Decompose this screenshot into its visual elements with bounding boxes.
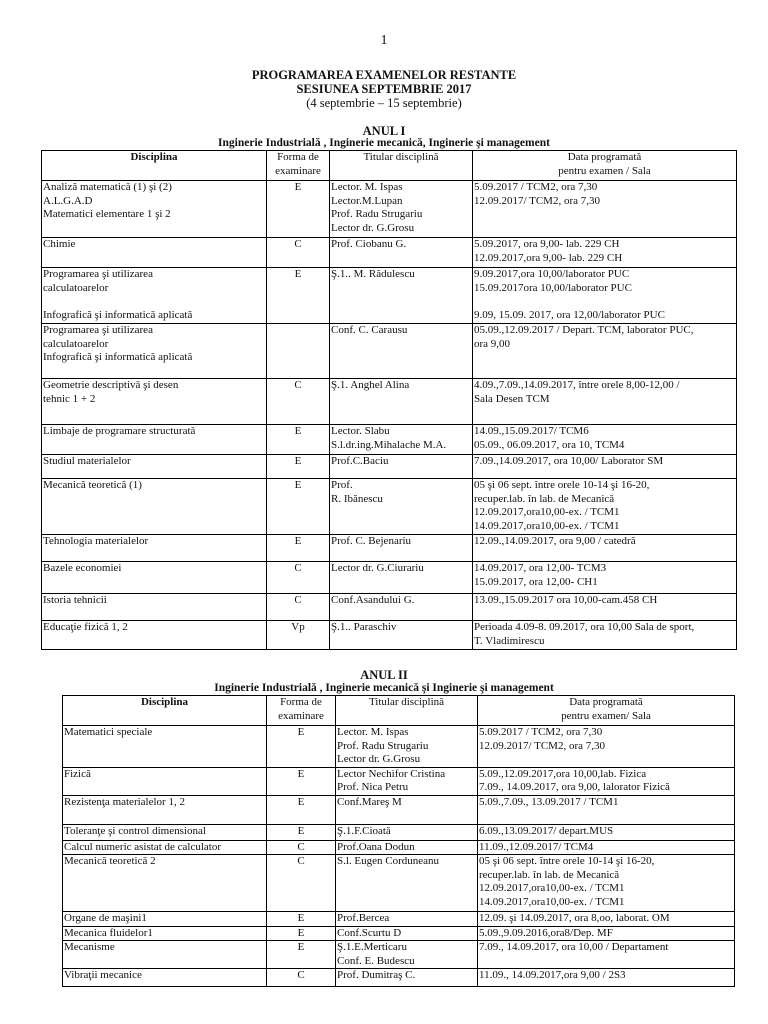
date-cell-line: 5.09.2017 / TCM2, ora 7,30 [474, 181, 598, 193]
discipline-cell [42, 562, 267, 594]
discipline-cell-line: Mecanică teoretică (1) [43, 479, 142, 491]
titular-cell [330, 621, 473, 650]
date-cell-line: 14.09.,15.09.2017/ TCM6 [474, 425, 589, 437]
titular-cell [330, 479, 473, 535]
discipline-cell [42, 594, 267, 621]
discipline-cell-line: Bazele economiei [43, 562, 122, 574]
table-row [42, 455, 737, 479]
col-titular-header: Titular disciplină [336, 696, 478, 726]
titular-cell [330, 379, 473, 425]
discipline-cell [42, 479, 267, 535]
discipline-cell [42, 238, 267, 268]
date-cell [478, 840, 735, 855]
form-cell: E [267, 795, 336, 824]
titular-cell-line: R. Ibănescu [331, 492, 383, 505]
titular-cell [336, 912, 478, 927]
discipline-cell [63, 941, 267, 969]
table-row [42, 181, 737, 238]
date-cell [478, 795, 735, 824]
discipline-cell-line: Toleranţe şi control dimensional [64, 824, 206, 837]
titular-cell-line: Prof.Oana Dodun [337, 840, 415, 853]
form-cell: E [267, 926, 336, 941]
form-cell [267, 324, 330, 379]
date-cell-line: 5.09.,9.09.2016,ora8/Dep. MF [479, 926, 613, 939]
date-cell [478, 912, 735, 927]
col-titular-header: Titular disciplină [330, 151, 473, 181]
discipline-cell [63, 840, 267, 855]
table-row [42, 479, 737, 535]
date-cell-line: 12.09.2017/ TCM2, ora 7,30 [479, 739, 605, 752]
date-cell-line: Sala Desen TCM [474, 392, 550, 405]
titular-cell [330, 425, 473, 455]
date-cell-line: Perioada 4.09-8. 09.2017, ora 10,00 Sala de sport, [474, 621, 695, 633]
date-cell-line: 7.09.,14.09.2017, ora 10,00/ Laborator SM [474, 455, 664, 467]
titular-cell-line: Prof. Nica Petru [337, 781, 409, 793]
discipline-cell [63, 795, 267, 824]
date-cell-line: 5.09.,12.09.2017,ora 10,00,lab. Fizica [479, 767, 647, 780]
titular-cell-line: Prof. Ciobanu G. [331, 238, 407, 250]
form-cell: Vp [267, 621, 330, 650]
date-cell [473, 238, 737, 268]
date-cell [473, 324, 737, 379]
col-discipline-header: Disciplina [42, 151, 267, 181]
date-cell-line: ora 9,00 [474, 337, 511, 350]
session-period: (4 septembrie – 15 septembrie) [306, 96, 462, 110]
titular-cell [330, 181, 473, 238]
form-cell: C [267, 840, 336, 855]
discipline-cell-line: Studiul materialelor [43, 455, 131, 467]
date-cell [473, 562, 737, 594]
titular-cell-line: Ş.1.. M. Rădulescu [331, 268, 415, 280]
date-cell-line: 12.09. şi 14.09.2017, ora 8,oo, laborat. OM [479, 912, 670, 924]
date-cell-line: 05.09.,12.09.2017 / Depart. TCM, laborator PUC, [474, 324, 694, 336]
date-cell-line: 12.09.2017,ora10,00-ex. / TCM1 [479, 882, 625, 894]
page-number: 1 [380, 33, 388, 48]
col-form-header: Forma de examinare [267, 696, 336, 726]
titular-cell-line: Conf. C. Carausu [331, 324, 408, 336]
date-cell-line: T. Vladimirescu [474, 634, 545, 647]
date-cell-line: recuper.lab. în lab. de Mecanică [474, 492, 615, 505]
titular-cell-line: Prof.Bercea [337, 912, 390, 924]
date-cell-line: 12.09.2017/ TCM2, ora 7,30 [474, 194, 600, 207]
titular-cell-line: Ş.1.E.Merticaru [337, 941, 407, 953]
form-cell: C [267, 594, 330, 621]
date-cell-line: 11.09.,12.09.2017/ TCM4 [479, 840, 594, 853]
titular-cell-line: S.l.dr.ing.Mihalache M.A. [331, 438, 447, 451]
date-cell [478, 767, 735, 795]
date-cell-line: 11.09., 14.09.2017,ora 9,00 / 2S3 [479, 969, 626, 981]
titular-cell-line: Lector dr. G.Ciurariu [331, 562, 424, 574]
discipline-cell-line: Chimie [43, 238, 76, 250]
table-row [63, 969, 735, 987]
session-title: SESIUNEA SEPTEMBRIE 2017 [296, 82, 472, 96]
titular-cell-line: Prof. Dumitraş C. [337, 969, 416, 981]
titular-cell-line: Ş.1. Anghel Alina [331, 379, 410, 391]
form-cell: E [267, 455, 330, 479]
discipline-cell [42, 535, 267, 562]
discipline-cell [63, 926, 267, 941]
form-cell: E [267, 181, 330, 238]
date-cell-line: 14.09.2017, ora 12,00- TCM3 [474, 562, 607, 574]
form-cell: C [267, 855, 336, 912]
discipline-cell-line: Analiză matematică (1) şi (2) [43, 181, 172, 193]
date-cell [473, 479, 737, 535]
form-cell: C [267, 969, 336, 987]
date-cell [473, 535, 737, 562]
titular-cell-line: Prof.C.Baciu [331, 455, 389, 467]
table-row [63, 767, 735, 795]
table-row [63, 926, 735, 941]
form-cell: E [267, 425, 330, 455]
form-cell: E [267, 824, 336, 840]
table-row [42, 535, 737, 562]
date-cell [473, 455, 737, 479]
col-form-header: Forma de examinare [267, 151, 330, 181]
discipline-cell-line: Calcul numeric asistat de calculator [64, 840, 221, 853]
date-cell-line: 7.09., 14.09.2017, ora 10,00 / Departament [479, 941, 669, 953]
titular-cell [336, 840, 478, 855]
date-cell [478, 824, 735, 840]
titular-cell [336, 926, 478, 941]
discipline-cell-line: Matematici elementare 1 şi 2 [43, 208, 171, 220]
titular-cell [336, 855, 478, 912]
discipline-cell-line: Limbaje de programare structurată [43, 425, 196, 437]
discipline-cell [42, 181, 267, 238]
table-row [42, 562, 737, 594]
titular-cell-line: Lector.M.Lupan [331, 194, 403, 207]
titular-cell [330, 562, 473, 594]
form-cell: E [267, 268, 330, 324]
date-cell-line: 14.09.2017,ora10,00-ex. / TCM1 [479, 895, 625, 908]
table-row [63, 855, 735, 912]
titular-cell-line: Prof. Radu Strugariu [331, 208, 423, 220]
titular-cell-line: Lector. M. Ispas [337, 726, 409, 738]
discipline-cell-line: Rezistenţa materialelor 1, 2 [64, 795, 185, 808]
date-cell-line: 12.09.2017,ora 9,00- lab. 229 CH [474, 251, 623, 264]
year1-subheading: Inginerie Industrială , Inginerie mecanică, Inginerie şi management [218, 137, 550, 149]
titular-cell-line: Lector dr. G.Grosu [337, 753, 421, 765]
discipline-cell-line: Mecanică teoretică 2 [64, 855, 156, 867]
discipline-cell-line: Fizică [64, 767, 91, 780]
date-cell-line: 6.09.,13.09.2017/ depart.MUS [479, 824, 614, 837]
discipline-cell-line: Tehnologia materialelor [43, 535, 149, 547]
titular-cell [336, 726, 478, 768]
date-cell-line [474, 295, 735, 309]
table-row [63, 912, 735, 927]
discipline-cell [63, 726, 267, 768]
discipline-cell [42, 425, 267, 455]
discipline-cell-line: Mecanisme [64, 941, 115, 953]
titular-cell-line: Lector Nechifor Cristina [337, 767, 446, 780]
date-cell-line: 05 şi 06 sept. între orele 10-14 şi 16-20, [479, 855, 655, 867]
year2-exam-table [62, 695, 735, 987]
discipline-cell [42, 455, 267, 479]
date-cell [473, 594, 737, 621]
date-cell-line: 05.09., 06.09.2017, ora 10, TCM4 [474, 438, 625, 451]
year1-exam-table [41, 150, 737, 650]
discipline-cell-line: A.L.G.A.D [43, 194, 93, 207]
date-cell-line: 15.09.2017, ora 12,00- CH1 [474, 575, 598, 588]
date-cell [478, 855, 735, 912]
date-cell [478, 926, 735, 941]
discipline-cell-line: Mecanica fluidelor1 [64, 926, 153, 939]
date-cell [473, 379, 737, 425]
titular-cell-line: Prof. Radu Strugariu [337, 739, 429, 752]
year2-heading: ANUL II [360, 668, 408, 682]
document-title: PROGRAMAREA EXAMENELOR RESTANTE [251, 68, 517, 82]
date-cell-line: recuper.lab. în lab. de Mecanică [479, 868, 620, 881]
discipline-cell-line: Matematici speciale [64, 726, 153, 738]
col-date-header: Data programată pentru examen/ Sala [478, 696, 735, 726]
date-cell-line: 14.09.2017,ora10,00-ex. / TCM1 [474, 519, 620, 532]
table-row [63, 824, 735, 840]
discipline-cell-line: tehnic 1 + 2 [43, 392, 96, 405]
titular-cell-line: Ş.1.. Paraschiv [331, 621, 397, 633]
discipline-cell [42, 379, 267, 425]
form-cell: C [267, 238, 330, 268]
titular-cell [330, 268, 473, 324]
discipline-cell [42, 268, 267, 324]
date-cell-line: 9.09, 15.09. 2017, ora 12,00/laborator PUC [474, 308, 665, 321]
date-cell [473, 181, 737, 238]
date-cell-line: 05 şi 06 sept. între orele 10-14 şi 16-20, [474, 479, 650, 491]
date-cell-line: 12.09.2017,ora10,00-ex. / TCM1 [474, 506, 620, 518]
titular-cell [330, 324, 473, 379]
table-row [42, 594, 737, 621]
table-row [42, 268, 737, 324]
titular-cell [330, 535, 473, 562]
date-cell-line: 5.09.2017, ora 9,00- lab. 229 CH [474, 238, 620, 250]
titular-cell [330, 594, 473, 621]
form-cell: E [267, 767, 336, 795]
titular-cell [336, 941, 478, 969]
date-cell [473, 425, 737, 455]
discipline-cell-line: Organe de maşini1 [64, 912, 147, 924]
col-date-header: Data programată pentru examen / Sala [473, 151, 737, 181]
discipline-cell-line: Infografică şi informatică aplicată [43, 308, 193, 321]
date-cell-line: 4.09.,7.09.,14.09.2017, între orele 8,00-12,00 / [474, 379, 680, 391]
date-cell-line: 5.09.2017 / TCM2, ora 7,30 [479, 726, 603, 738]
discipline-cell-line: calculatoarelor [43, 281, 109, 294]
date-cell [473, 268, 737, 324]
year1-header-row [42, 151, 737, 181]
titular-cell-line: Conf. E. Budescu [337, 954, 415, 967]
titular-cell-line: Conf.Scurtu D [337, 926, 402, 939]
discipline-cell [63, 767, 267, 795]
titular-cell-line: Conf.Mareş M [337, 795, 402, 808]
table-row [63, 941, 735, 969]
titular-cell-line: Lector dr. G.Grosu [331, 221, 415, 234]
table-row [42, 238, 737, 268]
titular-cell-line: S.l. Eugen Corduneanu [337, 855, 440, 867]
discipline-cell [63, 969, 267, 987]
form-cell: C [267, 379, 330, 425]
titular-cell-line: Prof. [331, 479, 353, 491]
year1-heading: ANUL I [362, 124, 406, 138]
discipline-cell-line [43, 295, 265, 309]
year2-subheading: Inginerie Industrială , Inginerie mecanică şi Inginerie şi management [214, 682, 554, 694]
table-row [42, 621, 737, 650]
discipline-cell [42, 324, 267, 379]
form-cell: E [267, 726, 336, 768]
titular-cell [336, 824, 478, 840]
date-cell [478, 941, 735, 969]
form-cell: E [267, 479, 330, 535]
titular-cell [336, 969, 478, 987]
date-cell-line: 15.09.2017ora 10,00/laborator PUC [474, 281, 632, 294]
date-cell [473, 621, 737, 650]
discipline-cell-line: Vibraţii mecanice [64, 969, 142, 981]
table-row [63, 795, 735, 824]
discipline-cell-line: calculatoarelor [43, 337, 109, 350]
discipline-cell-line: Geometrie descriptivă şi desen [43, 379, 179, 391]
table-row [42, 324, 737, 379]
titular-cell-line: Lector. M. Ispas [331, 181, 403, 193]
titular-cell-line: Lector. Slabu [331, 425, 390, 437]
discipline-cell [63, 824, 267, 840]
date-cell-line: 13.09.,15.09.2017 ora 10,00-cam.458 CH [474, 594, 658, 606]
date-cell-line: 5.09.,7.09., 13.09.2017 / TCM1 [479, 795, 619, 808]
titular-cell [336, 767, 478, 795]
discipline-cell [63, 855, 267, 912]
discipline-cell [42, 621, 267, 650]
table-row [63, 726, 735, 768]
titular-cell [330, 455, 473, 479]
discipline-cell [63, 912, 267, 927]
date-cell-line: 7.09., 14.09.2017, ora 9,00, lalorator Fizică [479, 781, 670, 793]
discipline-cell-line: Infografică şi informatică aplicată [43, 351, 193, 363]
table-row [42, 379, 737, 425]
date-cell [478, 726, 735, 768]
table-row [42, 425, 737, 455]
form-cell: E [267, 941, 336, 969]
date-cell [478, 969, 735, 987]
form-cell: E [267, 535, 330, 562]
discipline-cell-line: Educaţie fizică 1, 2 [43, 621, 128, 633]
date-cell-line: 9.09.2017,ora 10,00/laborator PUC [474, 268, 630, 280]
titular-cell-line: Prof. C. Bejenariu [331, 535, 412, 547]
form-cell: E [267, 912, 336, 927]
discipline-cell-line: Programarea şi utilizarea [43, 324, 153, 336]
table-row [63, 840, 735, 855]
date-cell-line: 12.09.,14.09.2017, ora 9,00 / catedră [474, 535, 636, 547]
titular-cell [336, 795, 478, 824]
titular-cell-line: Conf.Asandului G. [331, 594, 415, 606]
titular-cell-line: Ş.1.F.Cioată [337, 824, 391, 837]
form-cell: C [267, 562, 330, 594]
year2-header-row [63, 696, 735, 726]
titular-cell [330, 238, 473, 268]
discipline-cell-line: Istoria tehnicii [43, 594, 107, 606]
discipline-cell-line: Programarea şi utilizarea [43, 268, 153, 280]
col-discipline-header: Disciplina [63, 696, 267, 726]
